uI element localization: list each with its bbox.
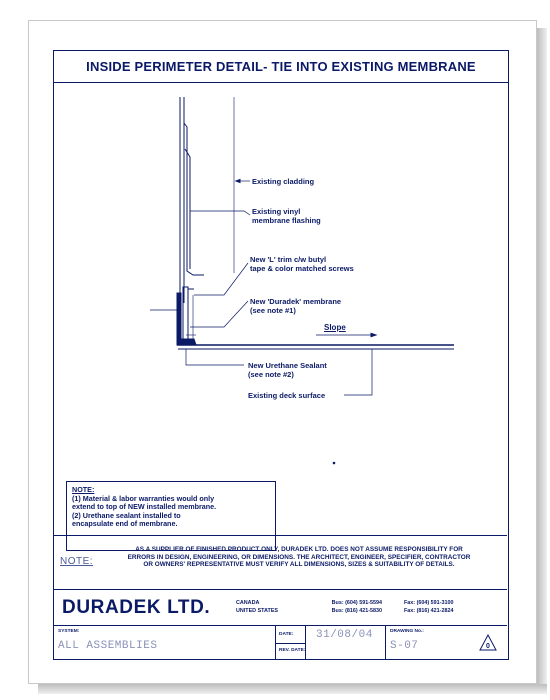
sealant-label-1: New Urethane Sealant [248, 361, 327, 370]
flashing-leader [190, 211, 250, 215]
callout-existing-deck [248, 391, 325, 400]
date-label: DATE: [279, 632, 294, 637]
note-line-2: extend to top of NEW installed membrane. [72, 502, 217, 512]
system-cell [54, 626, 276, 659]
callout-l-trim [250, 255, 354, 273]
drawing-number-value: S-07 [390, 640, 419, 652]
disclaimer-line-1: AS A SUPPLIER OF FINISHED PRODUCT ONLY, DURADEK LTD. DOES NOT ASSUME RESPONSIBILITY FOR [135, 546, 463, 553]
title-block-footer [54, 625, 507, 659]
vinyl-flashing [184, 123, 204, 275]
drawing-mark [333, 462, 335, 464]
fax-us: Fax: (816) 421-2824 [404, 607, 454, 614]
sealant-label-2: (see note #2) [248, 370, 294, 379]
revision-triangle-icon [479, 634, 497, 652]
date-value: 31/08/04 [316, 629, 373, 641]
callout-duradek-membrane [250, 297, 341, 315]
detail-drawing [54, 83, 507, 573]
company-block [54, 589, 507, 625]
fax-canada: Fax: (604) 591-3100 [404, 600, 454, 606]
page-shadow-right [537, 28, 547, 688]
business-phones [302, 600, 382, 615]
cladding-label: Existing cladding [252, 177, 315, 186]
rev-date-label: REV. DATE: [279, 648, 306, 653]
note-line-3: (2) Urethane sealant installed to [72, 510, 181, 520]
membrane-label-2: (see note #1) [250, 306, 296, 315]
date-cell [276, 626, 386, 659]
urethane-sealant [177, 339, 196, 345]
drawing-number-label: DRAWING No.: [390, 629, 424, 634]
callout-existing-cladding [252, 177, 314, 186]
note-line-1: (1) Material & labor warranties would only [72, 493, 215, 503]
drawing-title: INSIDE PERIMETER DETAIL- TIE INTO EXISTING MEMBRANE [54, 51, 508, 83]
disclaimer-block [54, 535, 507, 589]
disclaimer-label: NOTE: [60, 556, 94, 567]
disclaimer-line-3: OR OWNERS' REPRESENTATIVE MUST VERIFY ALL DIMENSIONS, SIZES & SUITABILITY OF DETAILS. [143, 561, 455, 569]
callout-urethane-sealant [248, 361, 327, 379]
slope-label: Slope [324, 323, 346, 332]
page-shadow-bottom [38, 684, 547, 694]
drawing-frame [53, 50, 509, 660]
region-us: UNITED STATES [236, 607, 279, 614]
company-regions [236, 600, 278, 615]
revision-number: 0 [486, 643, 490, 650]
cladding-arrowhead [236, 180, 240, 183]
fax-numbers [404, 600, 453, 615]
date-label-column [276, 626, 306, 659]
flashing-label-1: Existing vinyl [252, 207, 301, 216]
drawing-number-cell [386, 626, 507, 659]
region-canada: CANADA [236, 600, 260, 606]
flashing-label-2: membrane flashing [252, 216, 321, 225]
note-line-4: encapsulate end of membrane. [72, 519, 178, 529]
company-name: DURADEK LTD. [62, 597, 211, 618]
trim-label-2: tape & color matched screws [250, 264, 354, 273]
membrane-leader [190, 301, 248, 327]
deck-label: Existing deck surface [248, 391, 326, 400]
disclaimer-text [98, 546, 500, 569]
system-value: ALL ASSEMBLIES [58, 640, 158, 652]
deck-leader [344, 349, 372, 395]
trim-leader [194, 263, 248, 295]
note-heading: NOTE: [72, 485, 95, 494]
trim-label-1: New 'L' trim c/w butyl [250, 255, 327, 264]
bus-phone-canada: Bus: (604) 591-5594 [331, 600, 382, 606]
slope-arrowhead [371, 333, 376, 336]
disclaimer-line-2: ERRORS IN DESIGN, ENGINEERING, OR DIMENSIONS. THE ARCHITECT, ENGINEER, SPECIFIER, CONTRACTOR [127, 553, 471, 561]
sealant-leader [186, 349, 244, 365]
deck-membrane [178, 339, 454, 345]
system-label: SYSTEM: [58, 629, 80, 634]
duradek-membrane [177, 293, 181, 339]
bus-phone-us: Bus: (816) 421-5830 [331, 607, 382, 614]
membrane-label-1: New 'Duradek' membrane [250, 297, 342, 306]
callout-vinyl-flashing [252, 207, 321, 225]
date-label-divider [276, 643, 306, 644]
